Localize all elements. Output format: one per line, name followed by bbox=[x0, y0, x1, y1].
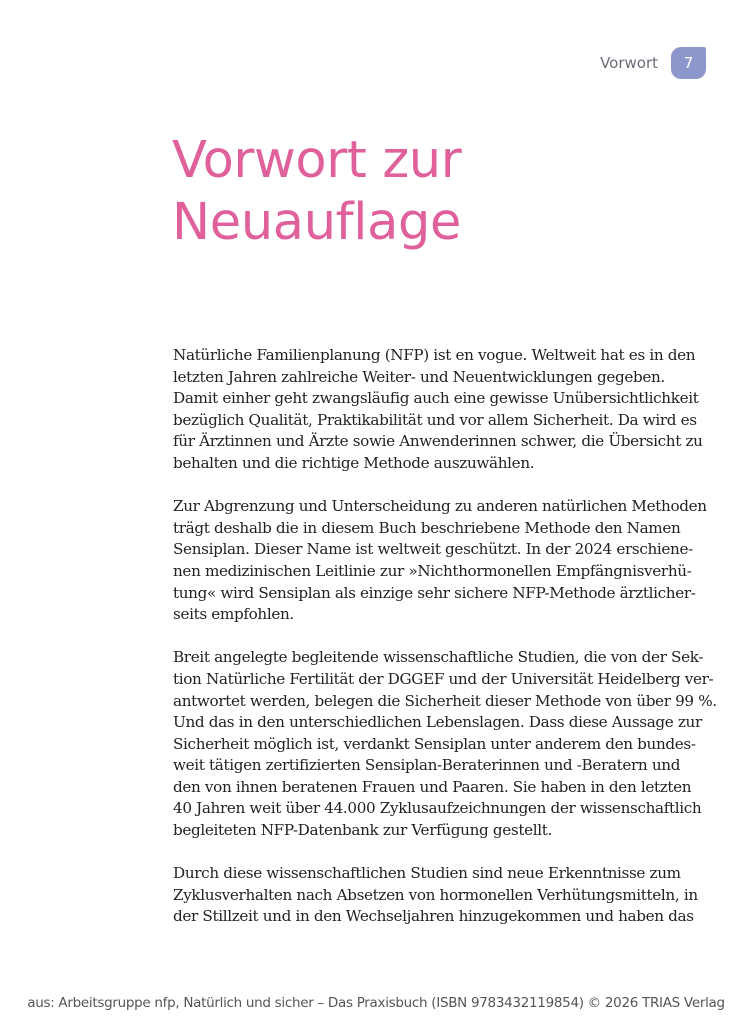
text-line: behalten und die richtige Methode auszuwählen. bbox=[173, 453, 535, 472]
footer-citation: aus: Arbeitsgruppe nfp, Natürlich und sicher – Das Praxisbuch (ISBN 9783432119854) © 2026 TRIAS Verlag bbox=[27, 995, 725, 1011]
text-line: tion Natürliche Fertilität der DGGEF und der Universität Heidelberg ver- bbox=[173, 669, 714, 688]
paragraph bbox=[173, 496, 707, 626]
page-title bbox=[172, 130, 461, 254]
text-line: letzten Jahren zahlreiche Weiter- und Neuentwicklungen gegeben. bbox=[173, 367, 665, 386]
text-line: antwortet werden, belegen die Sicherheit dieser Methode von über 99 %. bbox=[173, 691, 717, 710]
title-line: Neuauflage bbox=[172, 193, 462, 252]
text-line: Durch diese wissenschaftlichen Studien sind neue Erkenntnisse zum bbox=[173, 864, 681, 883]
text-line: bezüglich Qualität, Praktikabilität und vor allem Sicherheit. Da wird es bbox=[173, 410, 697, 429]
page-number-badge: 7 bbox=[671, 47, 706, 79]
text-line: Zyklusverhalten nach Absetzen von hormonellen Verhütungsmitteln, in bbox=[173, 885, 698, 904]
text-line: nen medizinischen Leitlinie zur »Nichthormonellen Empfängnisverhü- bbox=[173, 561, 692, 580]
text-line: begleiteten NFP-Datenbank zur Verfügung gestellt. bbox=[173, 821, 552, 840]
paragraph bbox=[173, 647, 717, 841]
text-line: trägt deshalb die in diesem Buch beschriebene Methode den Namen bbox=[173, 518, 681, 537]
text-line: Und das in den unterschiedlichen Lebenslagen. Dass diese Aussage zur bbox=[173, 713, 702, 732]
paragraph bbox=[173, 863, 698, 928]
text-line: seits empfohlen. bbox=[173, 605, 294, 624]
text-line: Sicherheit möglich ist, verdankt Sensiplan unter anderem den bundes- bbox=[173, 734, 696, 753]
text-line: für Ärztinnen und Ärzte sowie Anwenderinnen schwer, die Übersicht zu bbox=[173, 432, 703, 451]
body-text bbox=[173, 345, 717, 950]
text-line: Sensiplan. Dieser Name ist weltweit geschützt. In der 2024 erschiene- bbox=[173, 540, 693, 559]
text-line: den von ihnen beratenen Frauen und Paaren. Sie haben in den letzten bbox=[173, 777, 692, 796]
text-line: Natürliche Familienplanung (NFP) ist en vogue. Weltweit hat es in den bbox=[173, 346, 696, 364]
text-line: Damit einher geht zwangsläufig auch eine gewisse Unübersichtlichkeit bbox=[173, 389, 699, 408]
text-line: tung« wird Sensiplan als einzige sehr sichere NFP-Methode ärztlicher- bbox=[173, 583, 696, 602]
text-line: der Stillzeit und in den Wechseljahren hinzugekommen und haben das bbox=[173, 907, 694, 926]
paragraph bbox=[173, 345, 703, 475]
text-line: 40 Jahren weit über 44.000 Zyklusaufzeichnungen der wissenschaftlich bbox=[173, 799, 702, 818]
text-line: Breit angelegte begleitende wissenschaftliche Studien, die von der Sek- bbox=[173, 648, 704, 667]
running-header-section: Vorwort bbox=[600, 54, 658, 72]
text-line: Zur Abgrenzung und Unterscheidung zu anderen natürlichen Methoden bbox=[173, 497, 707, 516]
text-line: weit tätigen zertifizierten Sensiplan-Beraterinnen und -Beratern und bbox=[173, 756, 681, 775]
title-line: Vorwort zur bbox=[172, 131, 462, 190]
